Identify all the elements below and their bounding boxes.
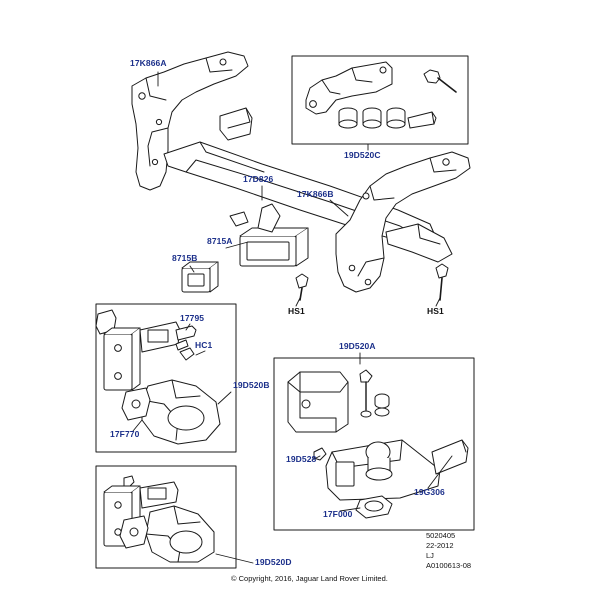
- label-19d520c: 19D520C: [344, 150, 381, 160]
- label-hs1-right: HS1: [427, 306, 444, 316]
- label-hs1-left: HS1: [288, 306, 305, 316]
- label-19g306: 19G306: [414, 487, 445, 497]
- label-8715a: 8715A: [207, 236, 233, 246]
- meta-illustration-id: A0100613-08: [426, 561, 472, 570]
- copyright-notice: © Copyright, 2016, Jaguar Land Rover Limited.: [231, 574, 388, 583]
- label-19d528: 19D528: [286, 454, 317, 464]
- meta-date: 22-2012: [426, 541, 454, 550]
- inset-box-19d520c: [292, 56, 468, 144]
- label-19d520b: 19D520B: [233, 380, 270, 390]
- meta-model-code: LJ: [426, 551, 434, 560]
- label-19d520a: 19D520A: [339, 341, 376, 351]
- label-8715b: 8715B: [172, 253, 198, 263]
- label-17f000: 17F000: [323, 509, 353, 519]
- inset-box-19d520d: [96, 466, 236, 568]
- label-17k866a: 17K866A: [130, 58, 167, 68]
- inset-box-19d520a: [274, 358, 474, 530]
- label-17d826: 17D826: [243, 174, 274, 184]
- label-17795: 17795: [180, 313, 205, 323]
- label-17k866b: 17K866B: [297, 189, 334, 199]
- label-19d520d: 19D520D: [255, 557, 292, 567]
- label-17f770: 17F770: [110, 429, 140, 439]
- label-hc1: HC1: [195, 340, 213, 350]
- meta-drawing-number: 5020405: [426, 531, 456, 540]
